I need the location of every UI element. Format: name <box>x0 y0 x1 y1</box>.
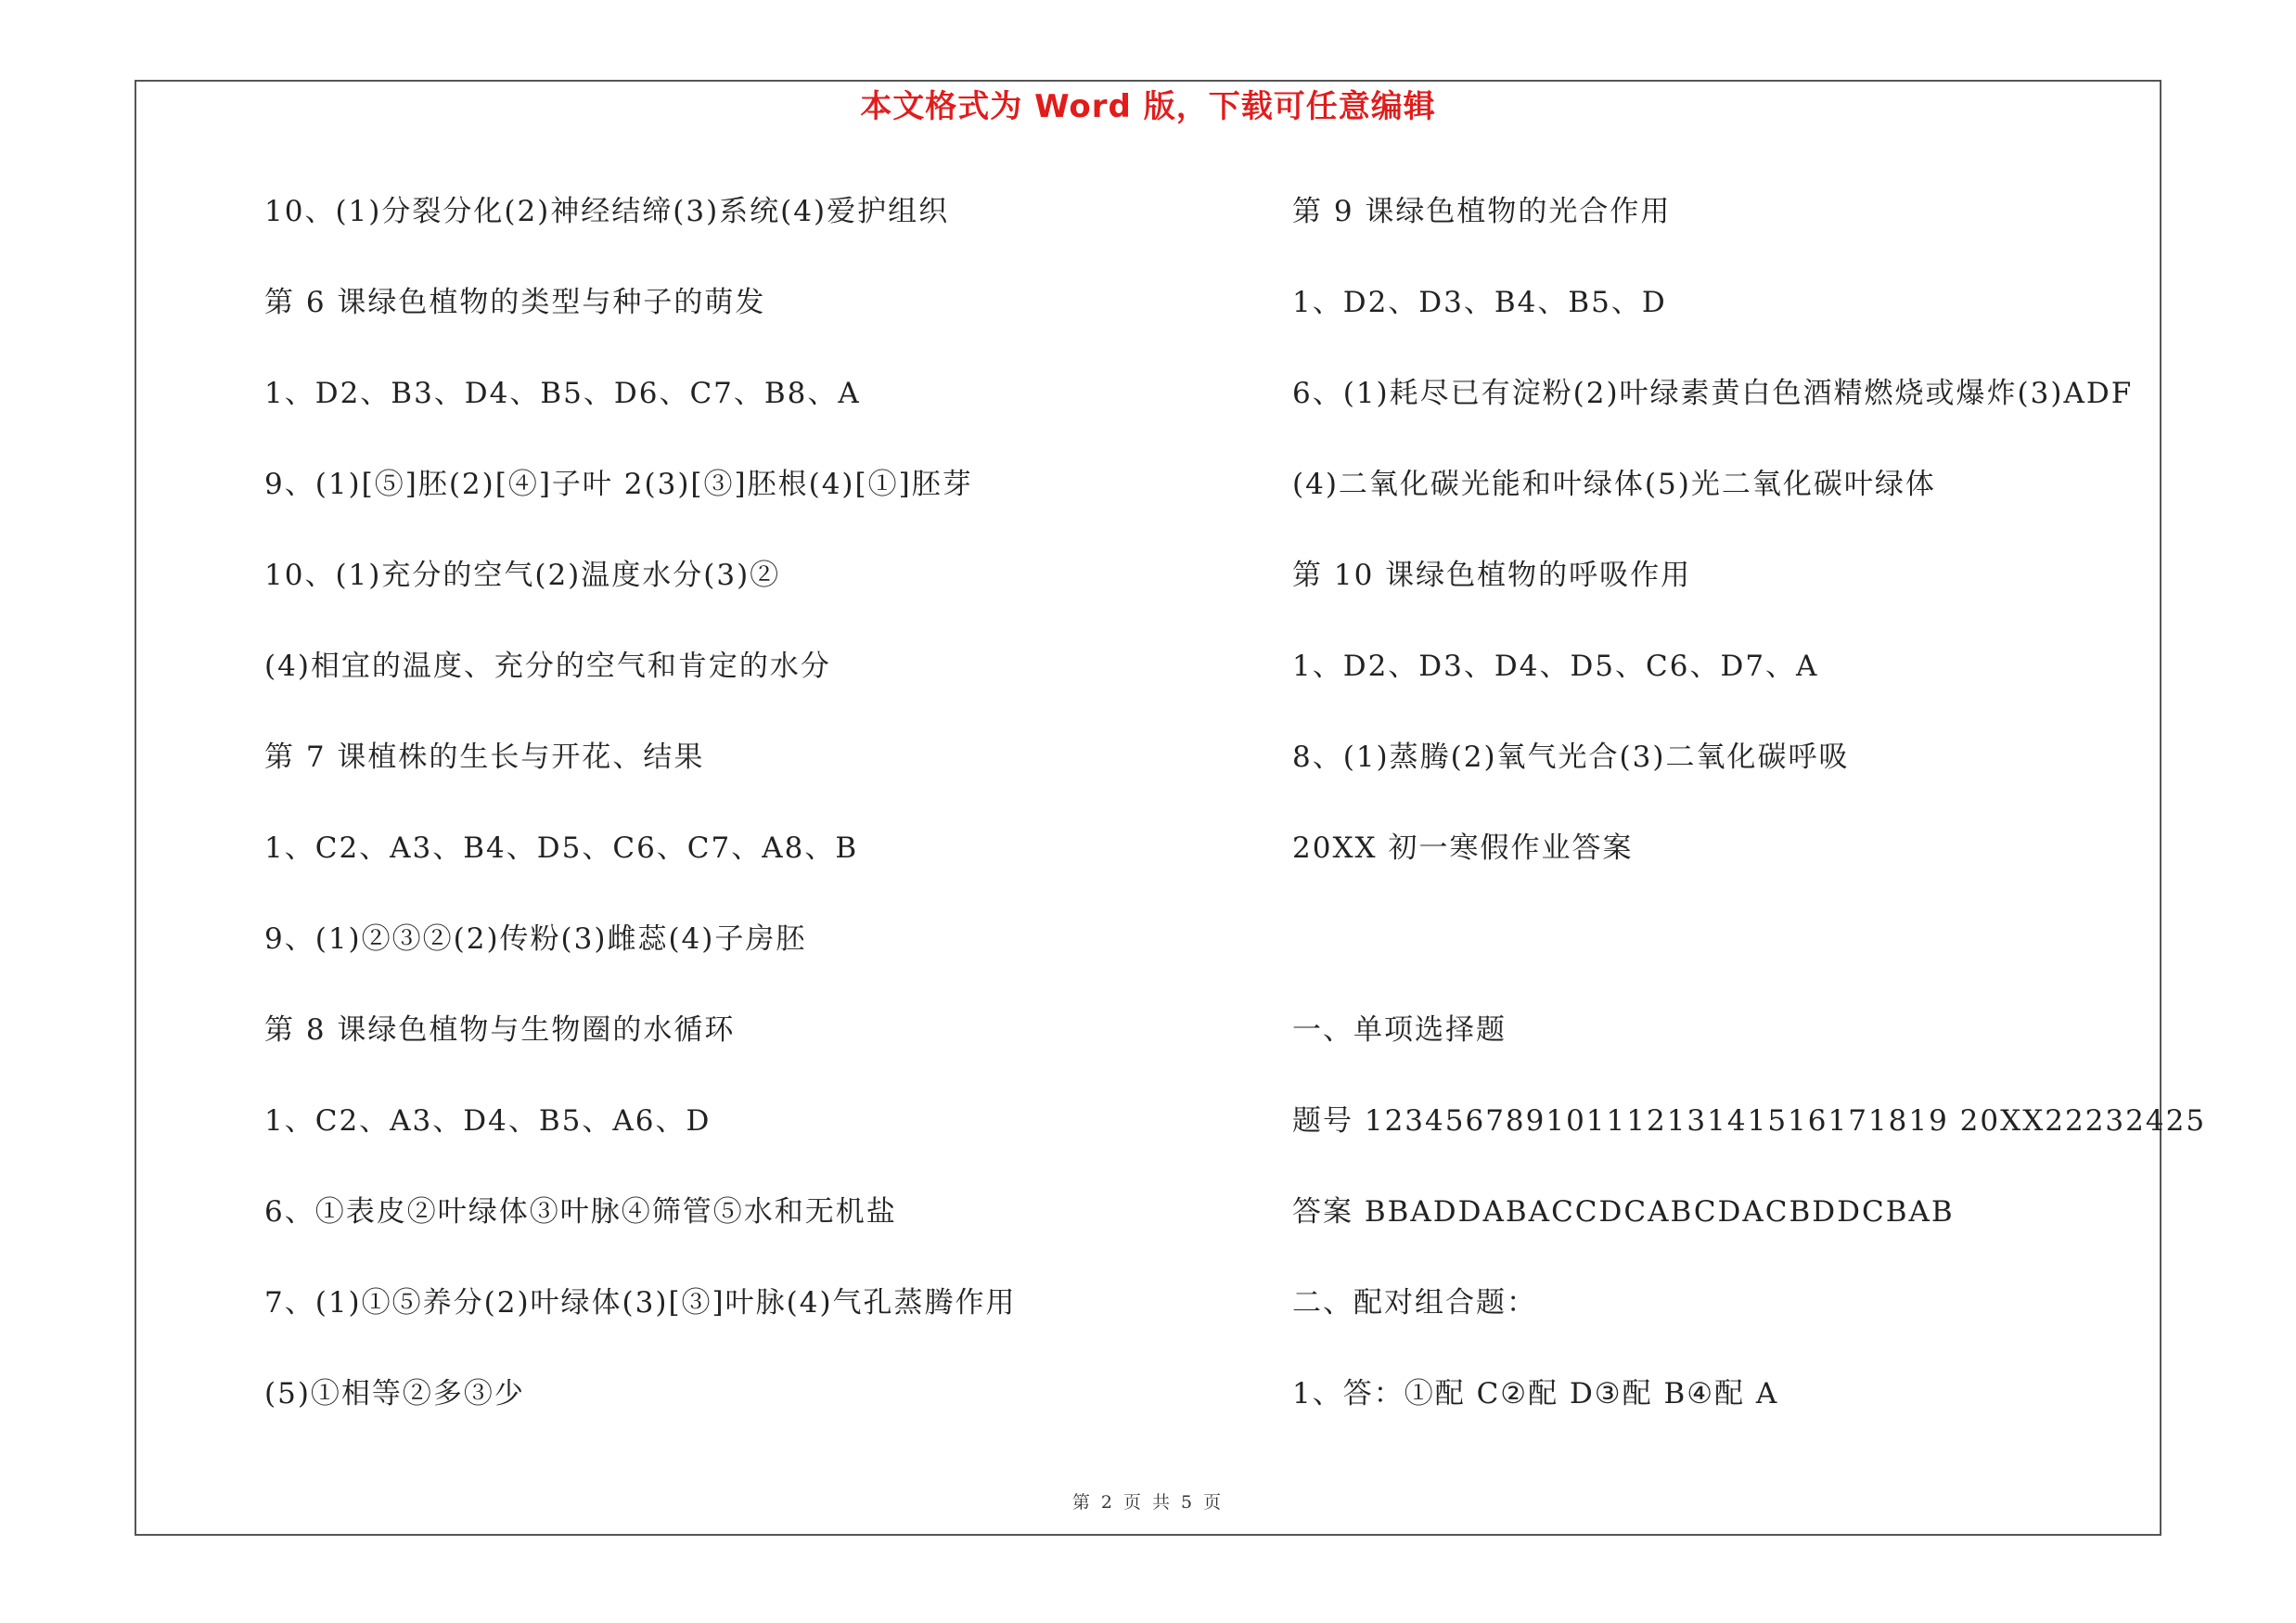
left-line: 9、(1)②③②(2)传粉(3)雌蕊(4)子房胚 <box>264 922 807 956</box>
left-line: (5)①相等②多③少 <box>264 1377 525 1410</box>
winter-homework-heading: 20XX 初一寒假作业答案 <box>1292 831 1634 865</box>
left-line: 7、(1)①⑤养分(2)叶绿体(3)[③]叶脉(4)气孔蒸腾作用 <box>264 1286 1017 1320</box>
lesson-8-heading: 第 8 课绿色植物与生物圈的水循环 <box>264 1013 736 1047</box>
lesson-6-heading: 第 6 课绿色植物的类型与种子的萌发 <box>264 286 766 319</box>
right-line: (4)二氧化碳光能和叶绿体(5)光二氧化碳叶绿体 <box>1292 468 1936 501</box>
left-line: 1、C2、A3、B4、D5、C6、C7、A8、B <box>264 831 859 865</box>
right-line: 1、D2、D3、B4、B5、D <box>1292 286 1667 319</box>
left-line: 6、①表皮②叶绿体③叶脉④筛管⑤水和无机盐 <box>264 1195 897 1229</box>
lesson-9-heading: 第 9 课绿色植物的光合作用 <box>1292 195 1672 228</box>
page-number: 第 2 页 共 5 页 <box>1071 1492 1225 1513</box>
left-line: 10、(1)分裂分化(2)神经结缔(3)系统(4)爱护组织 <box>264 195 950 228</box>
editable-format-banner: 本文格式为 Word 版，下载可任意编辑 <box>860 88 1436 125</box>
left-line: 10、(1)充分的空气(2)温度水分(3)② <box>264 559 781 592</box>
section-matching: 二、配对组合题： <box>1292 1286 1537 1320</box>
lesson-7-heading: 第 7 课植株的生长与开花、结果 <box>264 741 705 774</box>
right-line: 8、(1)蒸腾(2)氧气光合(3)二氧化碳呼吸 <box>1292 741 1850 774</box>
lesson-10-heading: 第 10 课绿色植物的呼吸作用 <box>1292 559 1692 592</box>
right-line: 1、答：①配 C②配 D③配 B④配 A <box>1292 1377 1779 1410</box>
right-line: 6、(1)耗尽已有淀粉(2)叶绿素黄白色酒精燃烧或爆炸(3)ADF <box>1292 377 2134 410</box>
section-single-choice: 一、单项选择题 <box>1292 1013 1507 1047</box>
left-line: 1、C2、A3、D4、B5、A6、D <box>264 1104 712 1138</box>
left-line: 1、D2、B3、D4、B5、D6、C7、B8、A <box>264 377 861 410</box>
left-line: (4)相宜的温度、充分的空气和肯定的水分 <box>264 650 831 683</box>
left-line: 9、(1)[⑤]胚(2)[④]子叶 2(3)[③]胚根(4)[①]胚芽 <box>264 468 973 501</box>
right-line: 1、D2、D3、D4、D5、C6、D7、A <box>1292 650 1819 683</box>
answers-row: 答案 BBADDABACCDCABCDACBDDCBAB <box>1292 1195 1955 1229</box>
question-numbers-row: 题号 12345678910111213141516171819 20XX22232425 <box>1292 1104 2207 1138</box>
